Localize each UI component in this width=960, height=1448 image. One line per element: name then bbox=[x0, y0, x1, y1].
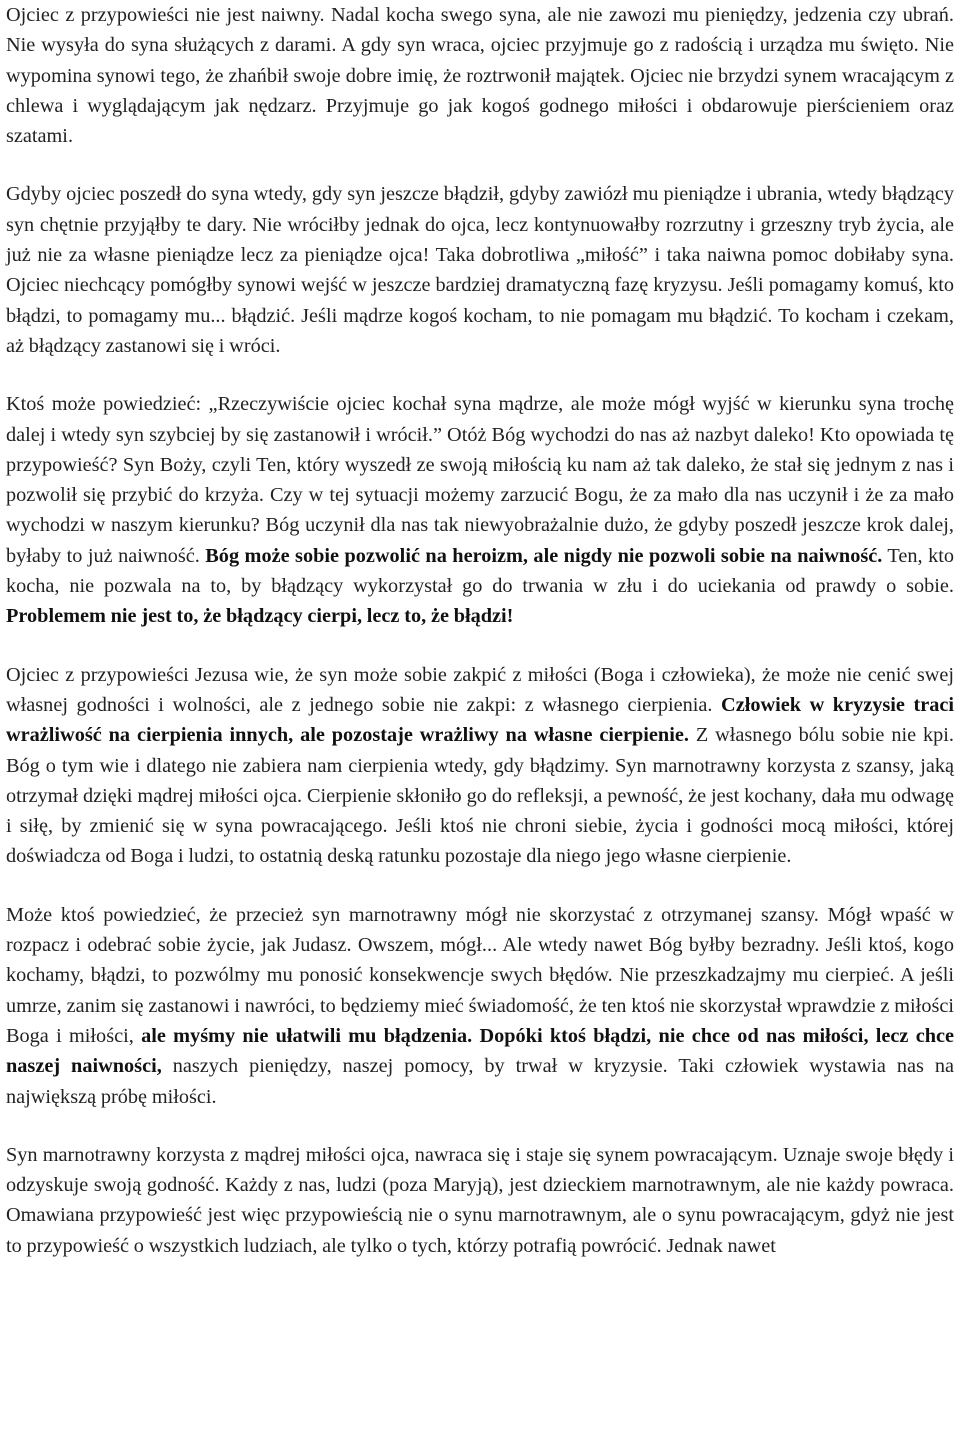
paragraph-5-bold-a: ale myśmy nie ułatwili mu błądzenia. Dopóki ktoś błądzi, nie chce od nas miłości, lecz chce naszej naiwności, bbox=[6, 1024, 955, 1078]
paragraph-4-bold-a: Człowiek w kryzysie traci wrażliwość na cierpienia innych, ale pozostaje wrażliwy na własne cierpienie. bbox=[6, 693, 954, 747]
paragraph-6 bbox=[6, 1140, 954, 1261]
paragraph-4-text-a: Ojciec z przypowieści Jezusa wie, że syn może sobie zakpić z miłości (Boga i człowieka), że może nie cenić swej własnej godności i wolności, ale z jednego sobie nie zakpi: z własnego cierpienia. bbox=[6, 663, 954, 716]
paragraph-1 bbox=[6, 0, 954, 151]
paragraph-4 bbox=[6, 660, 954, 872]
paragraph-3-text-a: Ktoś może powiedzieć: „Rzeczywiście ojciec kochał syna mądrze, ale może mógł wyjść w kierunku syna trochę dalej i wtedy syn szybciej by się zastanowił i wrócił.” Otóż Bóg wychodzi do nas aż nazbyt daleko! Kto opowiada tę przypowieść? Syn Boży, czyli Ten, który wyszedł ze swoją miłością ku nam aż tak daleko, że stał się jednym z nas i pozwolił się przybić do krzyża. Czy w tej sytuacji możemy zarzucić Bogu, że za mało dla nas uczynił i że za mało wychodzi w naszym kierunku? Bóg uczynił dla nas tak niewyobrażalnie dużo, że gdyby poszedł jeszcze krok dalej, byłaby to już naiwność. bbox=[6, 393, 954, 567]
paragraph-6-text: Syn marnotrawny korzysta z mądrej miłości ojca, nawraca się i staje się synem powracającym. Uznaje swoje błędy i odzyskuje swoją godność. Każdy z nas, ludzi (poza Maryją), jest dzieckiem marnotrawnym, ale nie każdy powraca. Omawiana przypowieść jest więc przypowieścią nie o synu marnotrawnym, ale o synu powracającym, gdyż nie jest to przypowieść o wszystkich ludziach, ale tylko o tych, którzy potrafią powrócić. Jednak nawet bbox=[6, 1143, 954, 1257]
paragraph-4-text-b: Z własnego bólu sobie nie kpi. Bóg o tym wie i dlatego nie zabiera nam cierpienia wtedy, gdy błądzimy. Syn marnotrawny korzysta z szansy, jaką otrzymał dzięki mądrej miłości ojca. Cierpienie skłoniło go do refleksji, a pewność, że jest kochany, dała mu odwagę i siłę, by zmienić się w syna powracającego. Jeśli ktoś nie chroni siebie, życia i godności mocą miłości, której doświadcza od Boga i ludzi, to ostatnią deską ratunku pozostaje dla niego jego własne cierpienie. bbox=[6, 724, 954, 868]
paragraph-2 bbox=[6, 179, 954, 361]
paragraph-3 bbox=[6, 389, 954, 631]
paragraph-3-bold-b: Problemem nie jest to, że błądzący cierpi, lecz to, że błądzi! bbox=[6, 605, 514, 628]
paragraph-5 bbox=[6, 900, 954, 1112]
paragraph-2-text: Gdyby ojciec poszedł do syna wtedy, gdy syn jeszcze błądził, gdyby zawiózł mu pieniądze i ubrania, wtedy błądzący syn chętnie przyjąłby te dary. Nie wróciłby jednak do ojca, lecz kontynuowałby rozrzutny i grzeszny tryb życia, ale już nie za własne pieniądze lecz za pieniądze ojca! Taka dobrotliwa „miłość” i taka naiwna pomoc dobiłaby syna. Ojciec niechcący pomógłby synowi wejść w jeszcze bardziej dramatyczną fazę kryzysu. Jeśli pomagamy komuś, kto błądzi, to pomagamy mu... błądzić. Jeśli mądrze kogoś kocham, to nie pomagam mu błądzić. To kocham i czekam, aż błądzący zastanowi się i wróci. bbox=[6, 183, 954, 357]
paragraph-5-text-b: naszych pieniędzy, naszej pomocy, by trwał w kryzysie. Taki człowiek wystawia nas na największą próbę miłości. bbox=[6, 1055, 954, 1108]
paragraph-3-text-b: Ten, kto kocha, nie pozwala na to, by błądzący wykorzystał go do trwania w złu i do uciekania od prawdy o sobie. bbox=[6, 544, 954, 598]
paragraph-1-text: Ojciec z przypowieści nie jest naiwny. Nadal kocha swego syna, ale nie zawozi mu pieniędzy, jedzenia czy ubrań. Nie wysyła do syna służących z darami. A gdy syn wraca, ojciec przyjmuje go z radością i urządza mu święto. Nie wypomina synowi tego, że zhańbił swoje dobre imię, że roztrwonił majątek. Ojciec nie brzydzi synem wracającym z chlewa i wyglądającym jak nędzarz. Przyjmuje go jak kogoś godnego miłości i obdarowuje pierścieniem oraz szatami. bbox=[6, 4, 954, 148]
paragraph-5-text-a: Może ktoś powiedzieć, że przecież syn marnotrawny mógł nie skorzystać z otrzymanej szansy. Mógł wpaść w rozpacz i odebrać sobie życie, jak Judasz. Owszem, mógł... Ale wtedy nawet Bóg byłby bezradny. Jeśli ktoś, kogo kochamy, błądzi, to pozwólmy mu ponosić konsekwencje swych błędów. Nie przeszkadzajmy mu cierpieć. A jeśli umrze, zanim się zastanowi i nawróci, to będziemy mieć świadomość, że ten ktoś nie skorzystał wprawdzie z miłości Boga i miłości, bbox=[6, 903, 954, 1047]
paragraph-3-bold-a: Bóg może sobie pozwolić na heroizm, ale nigdy nie pozwoli sobie na naiwność. bbox=[205, 544, 883, 567]
